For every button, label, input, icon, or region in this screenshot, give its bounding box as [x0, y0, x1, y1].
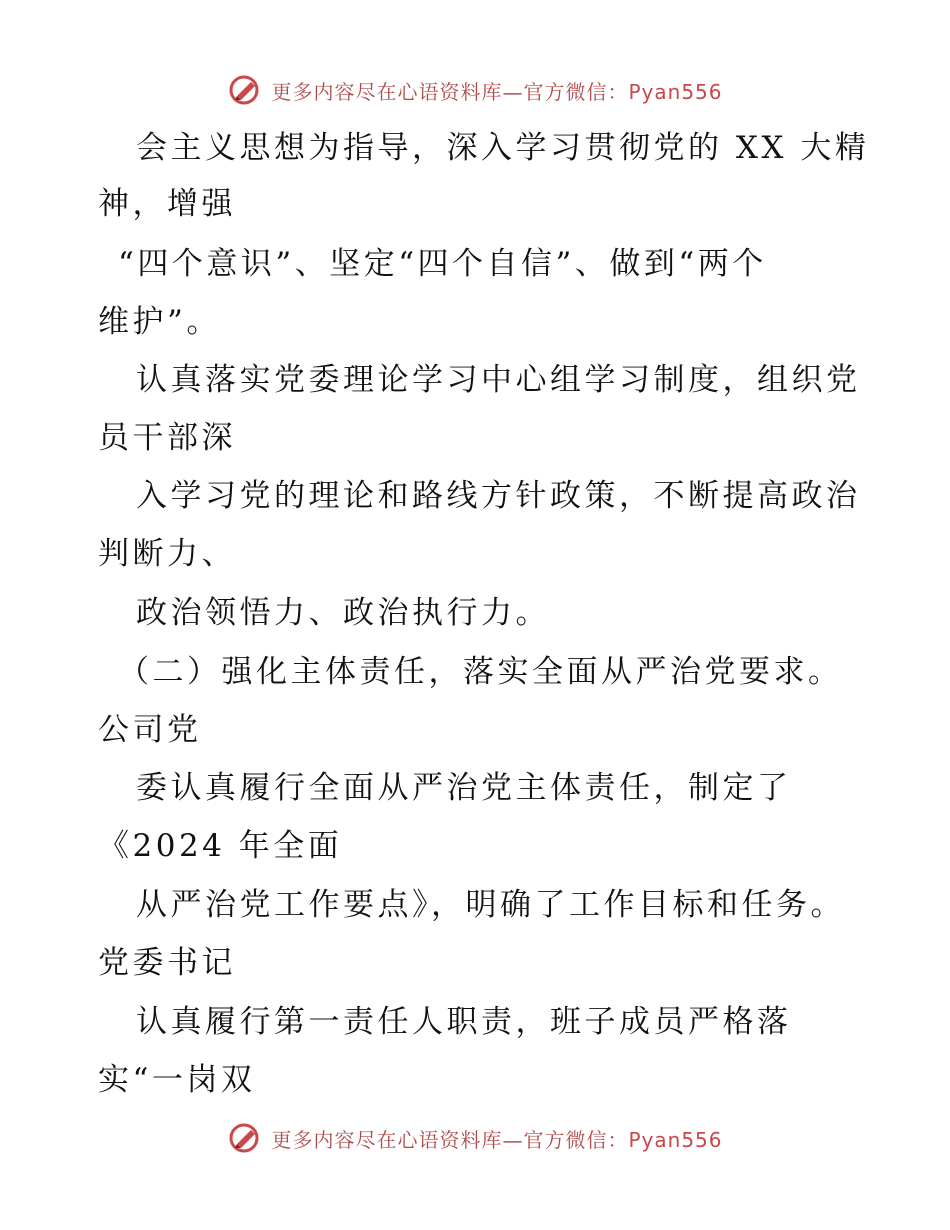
body-line: 政治领悟力、政治执行力。	[136, 595, 550, 631]
body-line: 从严治党工作要点》，明确了工作目标和任务。	[136, 887, 845, 923]
body-line: 认真落实党委理论学习中心组学习制度，组织党	[136, 362, 861, 398]
body-line: 维护”。	[98, 304, 221, 340]
body-line: 入学习党的理论和路线方针政策，不断提高政治	[136, 478, 861, 514]
watermark-text: 更多内容尽在心语资料库—官方微信：Pyan556	[271, 1127, 723, 1152]
watermark-text: 更多内容尽在心语资料库—官方微信：Pyan556	[271, 79, 723, 104]
body-line: 神，增强	[98, 186, 236, 222]
body-line: 认真履行第一责任人职责，班子成员严格落	[136, 1004, 792, 1040]
body-line: 公司党	[98, 712, 202, 748]
body-line: 《2024 年全面	[98, 828, 343, 864]
body-line: 会主义思想为指导，深入学习贯彻党的 XX 大精	[136, 130, 870, 166]
header-watermark	[0, 68, 950, 112]
pen-logo-icon	[227, 72, 263, 108]
pen-logo-icon	[227, 1120, 263, 1156]
body-line: “四个意识”、坚定“四个自信”、做到“两个	[118, 246, 767, 282]
body-line: 党委书记	[98, 945, 236, 981]
body-line: 判断力、	[98, 536, 236, 572]
footer-watermark	[0, 1116, 950, 1160]
body-line: 实“一岗双	[98, 1062, 256, 1098]
body-line: 员干部深	[98, 420, 236, 456]
section-heading: （二）强化主体责任，落实全面从严治党要求。	[118, 654, 843, 690]
body-line: 委认真履行全面从严治党主体责任，制定了	[136, 770, 792, 806]
